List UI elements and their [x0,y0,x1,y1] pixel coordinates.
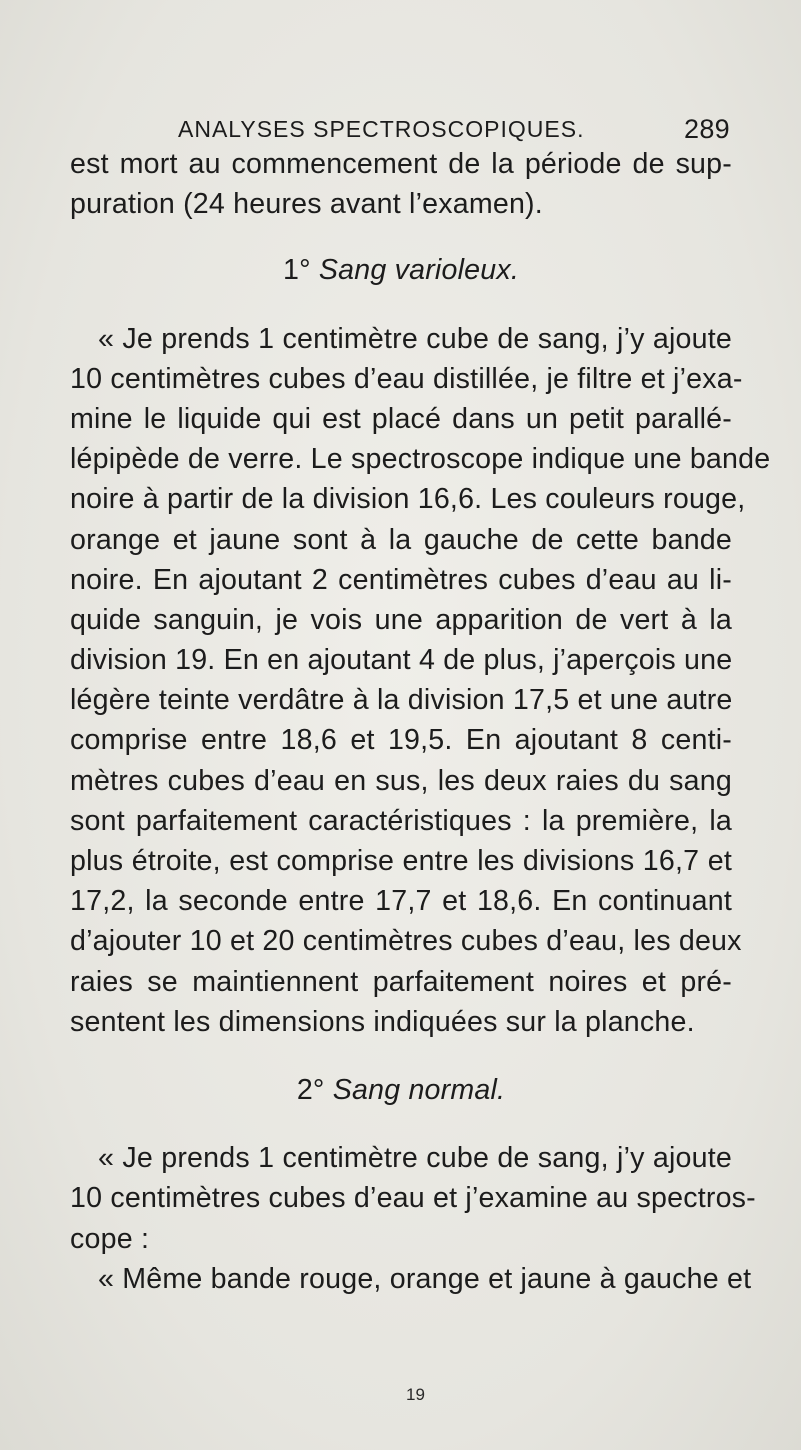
paragraph-4 [70,1259,752,1299]
section-number: 2° [296,1073,325,1106]
text-line: mine le liquide qui est placé dans un petit parallé- [70,402,732,435]
text-line: 17,2, la seconde entre 17,7 et 18,6. En continuant [70,885,732,918]
text-line: noire à partir de la division 16,6. Les couleurs rouge, [70,483,746,516]
text-line: est mort au commencement de la période de sup- [70,148,732,180]
text-line: sont parfaitement caractéristiques : la première, la [70,804,732,837]
section-heading-2 [70,1070,732,1110]
body-text [70,144,771,1299]
text-line: noire. En ajoutant 2 centimètres cubes d’eau au li- [70,563,732,596]
section-title: Sang normal. [332,1073,506,1106]
text-line: 10 centimètres cubes d’eau distillée, je filtre et j’exa- [70,362,743,395]
text-line: lépipède de verre. Le spectroscope indique une bande [70,443,771,476]
paragraph-2 [70,319,771,1042]
text-line: plus étroite, est comprise entre les divisions 16,7 et [70,845,732,877]
section-title: Sang varioleux. [318,254,519,287]
text-line: d’ajouter 10 et 20 centimètres cubes d’eau, les deux [70,925,742,958]
page-number: 289 [684,114,730,144]
text-line: 10 centimètres cubes d’eau et j’examine au spectros- [70,1182,756,1215]
text-line: quide sanguin, je vois une apparition de vert à la [70,603,732,636]
section-number: 1° [282,254,311,287]
signature-mark: 19 [406,1385,425,1404]
text-line: sentent les dimensions indiquées sur la planche. [70,1005,695,1038]
text-line: raies se maintiennent parfaitement noires et pré- [70,965,732,998]
running-title: ANALYSES SPECTROSCOPIQUES. [178,116,585,142]
text-line: « Même bande rouge, orange et jaune à gauche et [98,1262,752,1295]
text-line: « Je prends 1 centimètre cube de sang, j’y ajoute [98,1142,732,1175]
text-line: légère teinte verdâtre à la division 17,5 et une autre [70,684,733,717]
paragraph-3 [70,1138,756,1259]
text-line: mètres cubes d’eau en sus, les deux raies du sang [70,764,732,797]
text-line: comprise entre 18,6 et 19,5. En ajoutant 8 centi- [70,724,732,757]
text-line: puration (24 heures avant l’examen). [70,188,543,221]
paragraph-1 [70,144,732,224]
text-line: division 19. En en ajoutant 4 de plus, j’aperçois une [70,644,733,677]
text-line: cope : [70,1222,150,1255]
text-line: orange et jaune sont à la gauche de cette bande [70,523,732,556]
text-line: « Je prends 1 centimètre cube de sang, j’y ajoute [98,322,732,355]
section-heading-1 [70,250,732,290]
